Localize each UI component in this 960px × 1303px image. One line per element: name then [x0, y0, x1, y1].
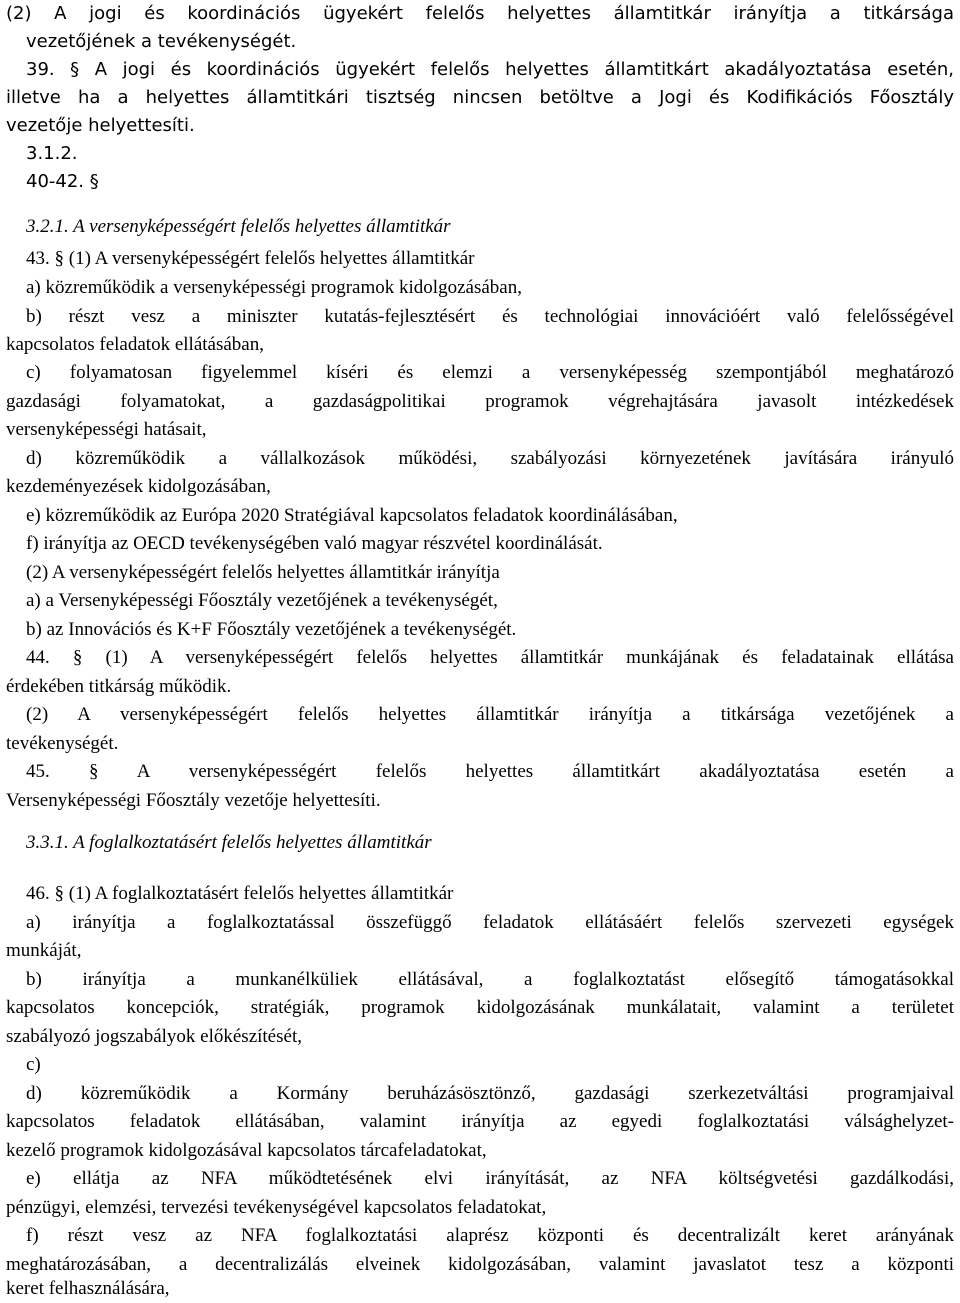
list-item-c: c) folyamatosan figyelemmel kíséri és elemzi a versenyképesség szempontjából meghatározó — [26, 362, 954, 383]
list-item-f: f) részt vesz az NFA foglalkoztatási alaprész központi és decentralizált keret arányának — [26, 1225, 954, 1246]
paragraph-line: (2) A jogi és koordinációs ügyekért felelős helyettes államtitkár irányítja a titkársága — [6, 3, 954, 24]
list-item-e: e) ellátja az NFA működtetésének elvi irányítását, az NFA költségvetési gazdálkodási, — [26, 1168, 954, 1189]
paragraph-line: meghatározásában, a decentralizálás elveinek kidolgozásában, valamint javaslatot tesz a központi — [6, 1254, 954, 1275]
list-item-b: b) irányítja a munkanélküliek ellátásával, a foglalkoztatást elősegítő támogatásokkal — [26, 969, 954, 990]
list-item-a: a) közreműködik a versenyképességi programok kidolgozásában, — [26, 277, 522, 298]
list-item-d: d) közreműködik a Kormány beruházásösztönző, gazdasági szerkezetváltási programjaival — [26, 1083, 954, 1104]
section-range: 40-42. § — [26, 171, 99, 192]
paragraph-line: keret felhasználására, — [6, 1278, 170, 1299]
list-item-b: b) részt vesz a miniszter kutatás-fejlesztésért és technológiai innovációért való felelősségével — [26, 306, 954, 327]
paragraph-line: versenyképességi hatásait, — [6, 419, 207, 440]
paragraph-line: Versenyképességi Főosztály vezetője helyettesíti. — [6, 790, 381, 811]
list-item-a: a) a Versenyképességi Főosztály vezetőjének a tevékenységét, — [26, 590, 498, 611]
paragraph-line: illetve ha a helyettes államtitkári tisztség nincsen betöltve a Jogi és Kodifikációs Főosztály — [6, 87, 954, 108]
paragraph-line: kapcsolatos feladatok ellátásában, — [6, 334, 264, 355]
paragraph-line: kapcsolatos koncepciók, stratégiák, programok kidolgozásának munkálatait, valamint a területet — [6, 997, 954, 1018]
paragraph-line: (2) A versenyképességért felelős helyettes államtitkár irányítja — [26, 562, 500, 583]
paragraph-line: (2) A versenyképességért felelős helyettes államtitkár irányítja a titkársága vezetőjének a — [26, 704, 954, 725]
paragraph-line: érdekében titkárság működik. — [6, 676, 232, 697]
paragraph-line: vezetőjének a tevékenységét. — [26, 31, 297, 52]
paragraph-line: gazdasági folyamatokat, a gazdaságpolitikai programok végrehajtására javasolt intézkedések — [6, 391, 954, 412]
list-item-d: d) közreműködik a vállalkozások működési, szabályozási környezetének javítására irányuló — [26, 448, 954, 469]
section-heading: 3.2.1. A versenyképességért felelős helyettes államtitkár — [26, 216, 451, 237]
paragraph-line: munkáját, — [6, 940, 82, 961]
section-39-line: 39. § A jogi és koordinációs ügyekért felelős helyettes államtitkárt akadályoztatása esetén, — [26, 59, 954, 80]
paragraph-line: vezetője helyettesíti. — [6, 115, 195, 136]
list-item-e: e) közreműködik az Európa 2020 Stratégiával kapcsolatos feladatok koordinálásában, — [26, 505, 678, 526]
section-46-line: 46. § (1) A foglalkoztatásért felelős helyettes államtitkár — [26, 883, 454, 904]
list-item-a: a) irányítja a foglalkoztatással összefüggő feladatok ellátásáért felelős szervezeti egységek — [26, 912, 954, 933]
list-item-f: f) irányítja az OECD tevékenységében való magyar részvétel koordinálását. — [26, 533, 603, 554]
section-45-line: 45. § A versenyképességért felelős helyettes államtitkárt akadályoztatása esetén a — [26, 761, 954, 782]
section-heading: 3.3.1. A foglalkoztatásért felelős helyettes államtitkár — [26, 832, 432, 853]
section-43-line: 43. § (1) A versenyképességért felelős helyettes államtitkár — [26, 248, 475, 269]
paragraph-line: kezdeményezések kidolgozásában, — [6, 476, 271, 497]
list-item-b: b) az Innovációs és K+F Főosztály vezetőjének a tevékenységét. — [26, 619, 517, 640]
section-44-line: 44. § (1) A versenyképességért felelős helyettes államtitkár munkájának és feladatainak ellátása — [26, 647, 954, 668]
paragraph-line: szabályozó jogszabályok előkészítését, — [6, 1026, 302, 1047]
paragraph-line: tevékenységét. — [6, 733, 119, 754]
list-item-c: c) — [26, 1054, 41, 1075]
paragraph-line: pénzügyi, elemzési, tervezési tevékenységével kapcsolatos feladatokat, — [6, 1197, 547, 1218]
paragraph-line: kezelő programok kidolgozásával kapcsolatos tárcafeladatokat, — [6, 1140, 487, 1161]
section-number: 3.1.2. — [26, 143, 78, 164]
paragraph-line: kapcsolatos feladatok ellátásában, valamint irányítja az egyedi foglalkoztatási válsághelyzet- — [6, 1111, 954, 1132]
